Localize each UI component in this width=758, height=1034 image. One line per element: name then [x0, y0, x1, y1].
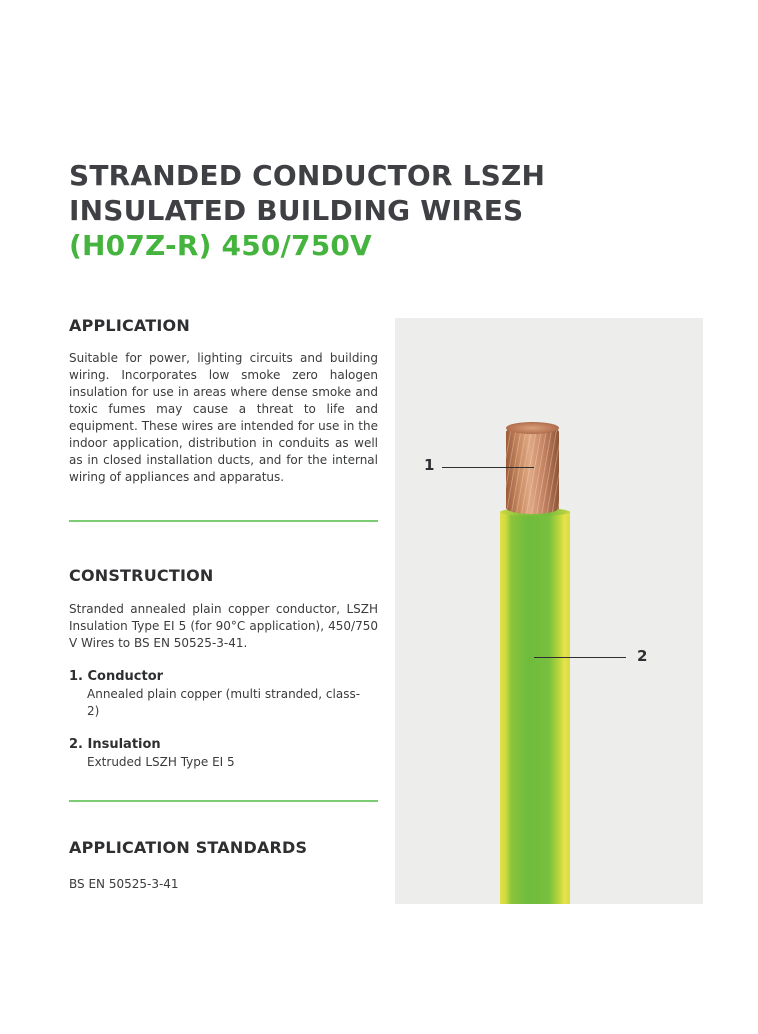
- title-line-1: STRANDED CONDUCTOR LSZH: [69, 159, 546, 192]
- construction-text: Stranded annealed plain copper conductor, LSZH Insulation Type EI 5 (for 90°C application), 450/750 V Wires to BS EN 50525-3-41.: [69, 602, 378, 650]
- copper-conductor-illustration: [506, 426, 559, 514]
- divider: [69, 800, 378, 802]
- insulation-item-body: Extruded LSZH Type EI 5: [87, 755, 235, 769]
- cable-image: [395, 318, 703, 904]
- callout-number-2: 2: [637, 647, 648, 665]
- standards-heading: APPLICATION STANDARDS: [69, 838, 308, 857]
- insulation-illustration: [500, 512, 570, 904]
- application-heading: APPLICATION: [69, 316, 190, 335]
- callout-line-2: [534, 657, 626, 658]
- construction-heading: CONSTRUCTION: [69, 566, 214, 585]
- application-text: Suitable for power, lighting circuits and building wiring. Incorporates low smoke zero halogen insulation for use in areas where dense smoke and toxic fumes may cause a threat to life and equipment. These wires are intended for use in the indoor application, distribution in conduits as well as in closed installation ducts, and for the internal wiring of appliances and apparatus.: [69, 351, 378, 484]
- title-line-2: INSULATED BUILDING WIRES: [69, 194, 524, 227]
- title-line-3: (H07Z-R) 450/750V: [69, 229, 372, 262]
- callout-line-1: [442, 467, 534, 468]
- divider: [69, 520, 378, 522]
- conductor-tip: [506, 422, 559, 434]
- conductor-item-title: 1. Conductor: [69, 669, 164, 684]
- conductor-item-body: Annealed plain copper (multi stranded, class-2): [87, 687, 361, 718]
- page-title: [69, 158, 629, 263]
- standards-text: BS EN 50525-3-41: [69, 877, 179, 891]
- insulation-item-title: 2. Insulation: [69, 737, 161, 752]
- callout-number-1: 1: [424, 456, 435, 474]
